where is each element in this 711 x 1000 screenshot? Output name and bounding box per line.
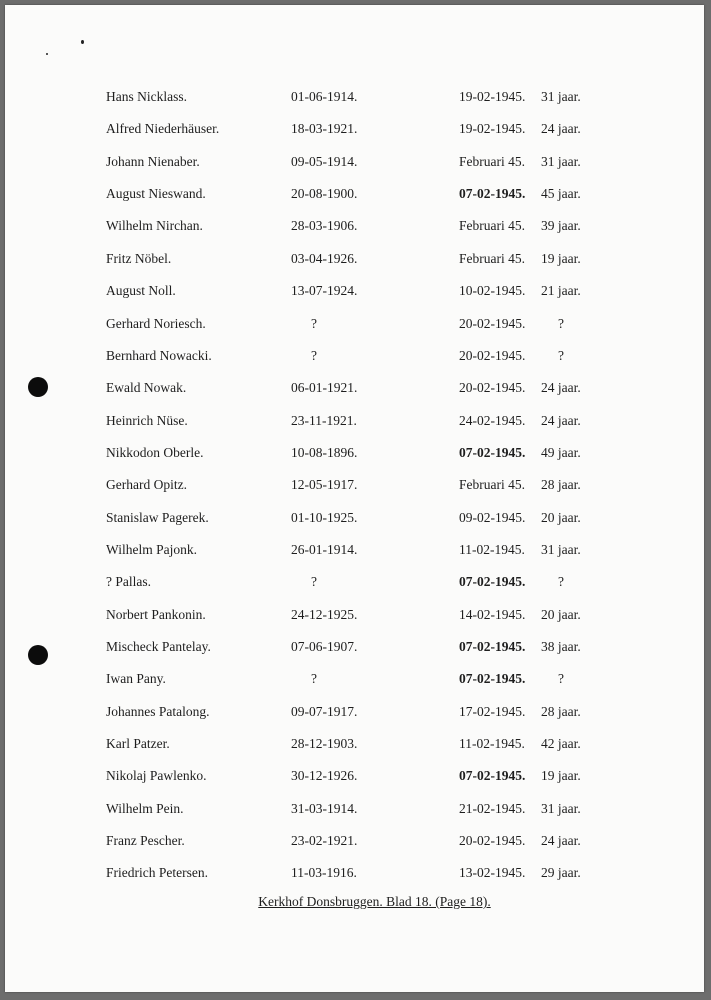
death-date: 19-02-1945. (459, 121, 526, 137)
register-row (0, 637, 711, 657)
register-row (0, 734, 711, 754)
death-date: 07-02-1945. (459, 186, 526, 202)
birth-date: 18-03-1921. (291, 121, 358, 137)
age-at-death: 24 jaar. (541, 412, 581, 428)
birth-date: 01-10-1925. (291, 509, 358, 525)
birth-date: 10-08-1896. (291, 444, 358, 460)
register-row (0, 281, 711, 301)
register-row (0, 669, 711, 689)
person-name: Norbert Pankonin. (106, 606, 206, 622)
person-name: Bernhard Nowacki. (106, 347, 212, 363)
birth-date: ? (311, 347, 317, 363)
register-row (0, 605, 711, 625)
register-row (0, 572, 711, 592)
age-at-death: 45 jaar. (541, 186, 581, 202)
register-row (0, 119, 711, 139)
age-at-death: 21 jaar. (541, 283, 581, 299)
register-row (0, 346, 711, 366)
age-at-death: ? (558, 574, 564, 590)
person-name: August Noll. (106, 283, 176, 299)
person-name: Nikkodon Oberle. (106, 444, 204, 460)
death-date: 11-02-1945. (459, 736, 525, 751)
birth-date: 12-05-1917. (291, 477, 358, 493)
age-at-death: 19 jaar. (541, 250, 581, 266)
birth-date: 11-03-1916. (291, 865, 357, 881)
death-date: 17-02-1945. (459, 703, 526, 719)
person-name: Fritz Nöbel. (106, 250, 172, 266)
age-at-death: 28 jaar. (541, 477, 581, 493)
person-name: Gerhard Noriesch. (106, 315, 206, 331)
age-at-death: 49 jaar. (541, 444, 581, 460)
age-at-death: 20 jaar. (541, 509, 581, 525)
person-name: Alfred Niederhäuser. (106, 121, 220, 137)
person-name: Heinrich Nüse. (106, 412, 188, 428)
birth-date: 23-11-1921. (291, 412, 357, 428)
birth-date: 13-07-1924. (291, 283, 358, 299)
age-at-death: 19 jaar. (541, 768, 581, 784)
death-date: 07-02-1945. (459, 639, 526, 654)
person-name: Wilhelm Pajonk. (106, 541, 197, 557)
age-at-death: 42 jaar. (541, 736, 581, 751)
age-at-death: 28 jaar. (541, 703, 581, 719)
age-at-death: 24 jaar. (541, 121, 581, 137)
birth-date: 26-01-1914. (291, 541, 358, 557)
death-date: Februari 45. (459, 218, 525, 234)
death-date: 11-02-1945. (459, 541, 525, 557)
register-row (0, 508, 711, 528)
age-at-death: 24 jaar. (541, 833, 581, 849)
register-row (0, 799, 711, 819)
page-footer: Kerkhof Donsbruggen. Blad 18. (Page 18). (258, 894, 491, 909)
person-name: Johannes Patalong. (106, 703, 210, 719)
birth-date: 24-12-1925. (291, 606, 358, 622)
age-at-death: 31 jaar. (541, 800, 581, 816)
death-date: 13-02-1945. (459, 865, 526, 881)
register-row (0, 443, 711, 463)
age-at-death: 39 jaar. (541, 218, 581, 234)
register-row (0, 863, 711, 883)
age-at-death: 31 jaar. (541, 89, 581, 104)
person-name: Wilhelm Nirchan. (106, 218, 203, 234)
death-date: 20-02-1945. (459, 347, 526, 363)
birth-date: ? (311, 315, 317, 331)
birth-date: 23-02-1921. (291, 833, 358, 849)
birth-date: 03-04-1926. (291, 250, 358, 266)
birth-date: ? (311, 574, 317, 590)
person-name: Hans Nicklass. (106, 89, 187, 104)
person-name: Iwan Pany. (106, 671, 166, 687)
person-name: Johann Nienaber. (106, 153, 200, 169)
death-date: 24-02-1945. (459, 412, 526, 428)
age-at-death: 38 jaar. (541, 639, 581, 654)
register-row (0, 702, 711, 722)
birth-date: 28-03-1906. (291, 218, 358, 234)
death-date: Februari 45. (459, 250, 525, 266)
death-date: 14-02-1945. (459, 606, 526, 622)
person-name: ? Pallas. (106, 574, 151, 590)
age-at-death: 20 jaar. (541, 606, 581, 622)
birth-date: 09-05-1914. (291, 153, 358, 169)
person-name: Nikolaj Pawlenko. (106, 768, 207, 784)
person-name: August Nieswand. (106, 186, 206, 202)
death-date: 09-02-1945. (459, 509, 526, 525)
death-date: 20-02-1945. (459, 380, 526, 396)
register-row (0, 766, 711, 786)
death-date: 21-02-1945. (459, 800, 526, 816)
person-name: Karl Patzer. (106, 736, 170, 751)
age-at-death: 31 jaar. (541, 153, 581, 169)
age-at-death: ? (558, 315, 564, 331)
death-date: 07-02-1945. (459, 768, 526, 784)
register-row (0, 87, 711, 107)
death-date: Februari 45. (459, 153, 525, 169)
register-row (0, 152, 711, 172)
death-date: 10-02-1945. (459, 283, 526, 299)
person-name: Wilhelm Pein. (106, 800, 184, 816)
person-name: Ewald Nowak. (106, 380, 187, 396)
register-row (0, 378, 711, 398)
birth-date: 06-01-1921. (291, 380, 358, 396)
person-name: Gerhard Opitz. (106, 477, 187, 493)
birth-date: 09-07-1917. (291, 703, 358, 719)
birth-date: 31-03-1914. (291, 800, 358, 816)
person-name: Stanislaw Pagerek. (106, 509, 209, 525)
register-row (0, 249, 711, 269)
person-name: Friedrich Petersen. (106, 865, 208, 881)
birth-date: 01-06-1914. (291, 89, 358, 104)
birth-date: 20-08-1900. (291, 186, 358, 202)
age-at-death: 24 jaar. (541, 380, 581, 396)
death-date: 07-02-1945. (459, 444, 526, 460)
register-row (0, 314, 711, 334)
death-date: 19-02-1945. (459, 89, 526, 104)
register-row (0, 831, 711, 851)
death-date: Februari 45. (459, 477, 525, 493)
age-at-death: ? (558, 671, 564, 687)
register-row (0, 216, 711, 236)
birth-date: ? (311, 671, 317, 687)
birth-date: 07-06-1907. (291, 639, 358, 654)
age-at-death: ? (558, 347, 564, 363)
death-date: 20-02-1945. (459, 315, 526, 331)
register-row (0, 411, 711, 431)
age-at-death: 31 jaar. (541, 541, 581, 557)
death-date: 07-02-1945. (459, 671, 526, 687)
death-date: 20-02-1945. (459, 833, 526, 849)
register-row (0, 184, 711, 204)
age-at-death: 29 jaar. (541, 865, 581, 881)
birth-date: 30-12-1926. (291, 768, 358, 784)
person-name: Mischeck Pantelay. (106, 639, 211, 654)
death-date: 07-02-1945. (459, 574, 526, 590)
birth-date: 28-12-1903. (291, 736, 358, 751)
person-name: Franz Pescher. (106, 833, 185, 849)
register-row (0, 540, 711, 560)
register-row (0, 475, 711, 495)
